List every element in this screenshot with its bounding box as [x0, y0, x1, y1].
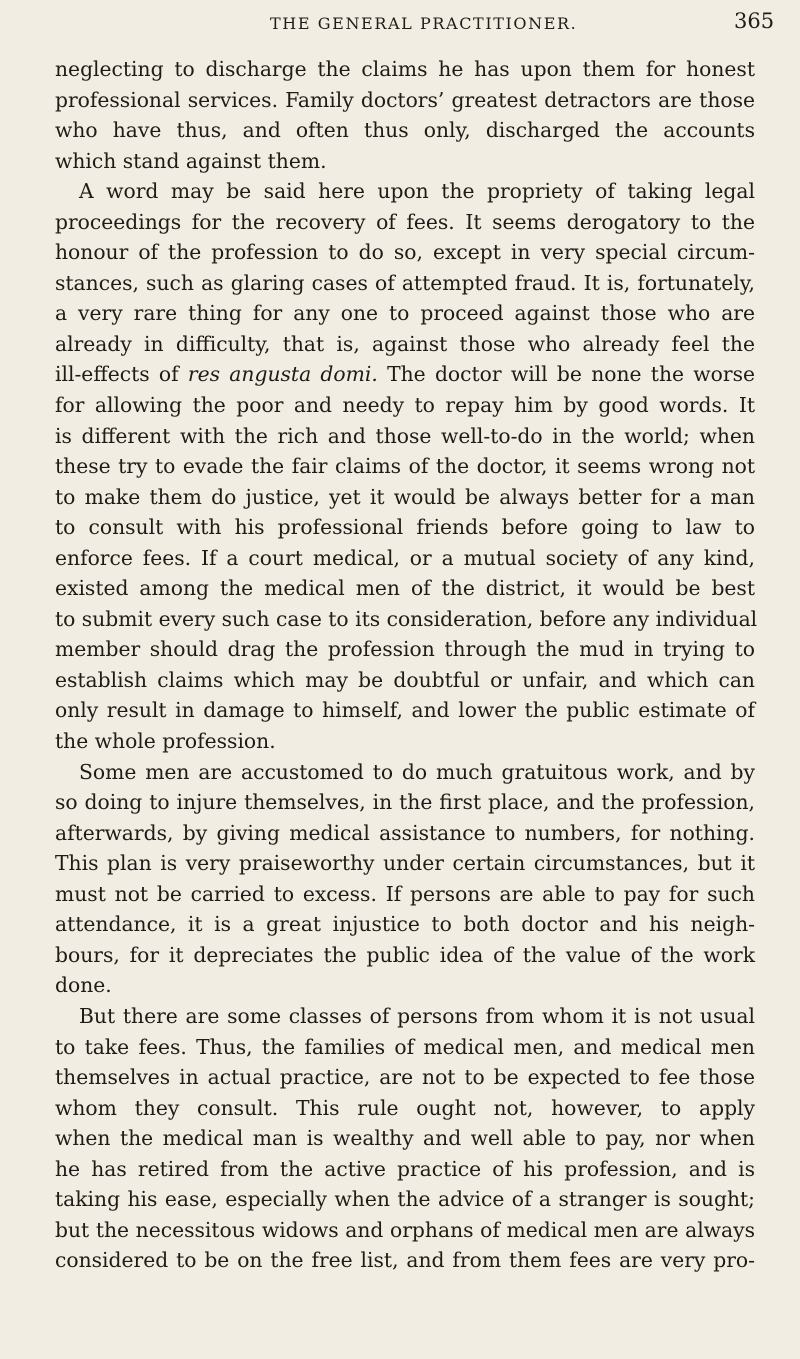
text-line: which stand against them. [55, 148, 327, 173]
text-line: considered to be on the free list, and from them fees are very pro- [55, 1248, 755, 1273]
text-run: ill-effects of [55, 362, 188, 387]
text-line: member should drag the profession through the mud in trying to [55, 637, 755, 662]
text-line: existed among the medical men of the district, it would be best [55, 576, 755, 601]
text-line: whom they consult. This rule ought not, however, to apply [55, 1095, 755, 1120]
text-line: This plan is very praiseworthy under certain circumstances, but it [55, 851, 755, 876]
text-line: to submit every such case to its consideration, before any individual [55, 606, 758, 631]
body-text [55, 54, 758, 1276]
text-line: But there are some classes of persons from whom it is not usual [79, 1003, 755, 1028]
text-line: establish claims which may be doubtful or unfair, and which can [55, 667, 755, 692]
text-line: neglecting to discharge the claims he has upon them for honest [55, 57, 755, 81]
text-line: must not be carried to excess. If persons are able to pay for such [55, 881, 755, 906]
text-line: the whole profession. [55, 729, 276, 754]
text-line: taking his ease, especially when the advice of a stranger is sought; [55, 1187, 755, 1212]
text-line: a very rare thing for any one to proceed against those who are [55, 301, 755, 326]
text-line: only result in damage to himself, and lower the public estimate of [55, 698, 755, 723]
running-head: THE GENERAL PRACTITIONER. [270, 14, 578, 33]
page-number: 365 [734, 9, 775, 33]
text-line: but the necessitous widows and orphans of medical men are always [55, 1217, 755, 1242]
text-line: already in difficulty, that is, against those who already feel the [55, 331, 755, 356]
italic-phrase: res angusta domi. [187, 362, 378, 387]
text-line: attendance, it is a great injustice to both doctor and his neigh- [55, 912, 755, 937]
text-line: who have thus, and often thus only, discharged the accounts [55, 118, 755, 143]
text-line: A word may be said here upon the propriety of taking legal [79, 179, 755, 204]
text-line: for allowing the poor and needy to repay him by good words. It [55, 393, 755, 418]
text-line: done. [55, 973, 112, 998]
text-line: honour of the profession to do so, except in very special circum- [55, 240, 755, 265]
text-line: afterwards, by giving medical assistance to numbers, for nothing. [55, 820, 755, 845]
text-line: Some men are accustomed to do much gratuitous work, and by [79, 759, 755, 784]
text-run: The doctor will be none the worse [377, 362, 755, 387]
text-line: to make them do justice, yet it would be always better for a man [55, 484, 755, 509]
text-line: bours, for it depreciates the public idea of the value of the work [55, 942, 755, 967]
text-line: to take fees. Thus, the families of medical men, and medical men [55, 1034, 755, 1059]
text-line: these try to evade the fair claims of the doctor, it seems wrong not [55, 454, 755, 479]
text-line-with-italic [55, 359, 755, 390]
text-line: he has retired from the active practice of his profession, and is [55, 1156, 755, 1181]
text-line: proceedings for the recovery of fees. It seems derogatory to the [55, 209, 755, 234]
text-line: stances, such as glaring cases of attempted fraud. It is, fortunately, [55, 270, 755, 295]
text-line: so doing to injure themselves, in the first place, and the profession, [55, 790, 755, 815]
text-line: professional services. Family doctors’ greatest detractors are those [55, 87, 755, 112]
text-line: when the medical man is wealthy and well able to pay, nor when [55, 1126, 755, 1151]
text-line: themselves in actual practice, are not to be expected to fee those [55, 1065, 755, 1090]
text-line: is different with the rich and those well-to-do in the world; when [55, 423, 755, 448]
text-line: enforce fees. If a court medical, or a mutual society of any kind, [55, 545, 755, 570]
text-line: to consult with his professional friends before going to law to [55, 515, 755, 540]
